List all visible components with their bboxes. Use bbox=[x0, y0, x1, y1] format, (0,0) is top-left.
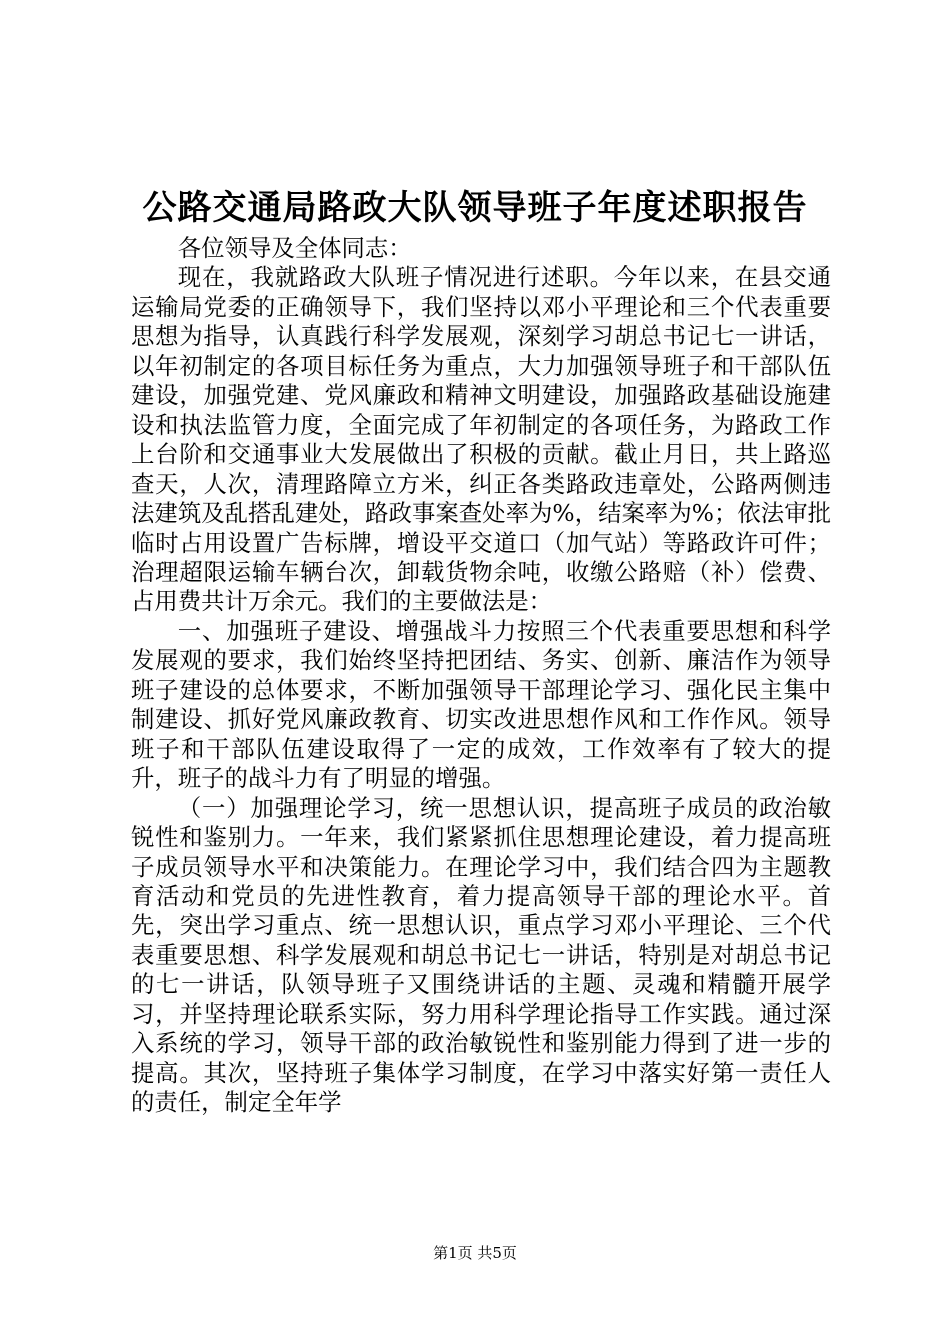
document-title: 公路交通局路政大队领导班子年度述职报告 bbox=[142, 188, 808, 228]
document-body bbox=[131, 234, 831, 1118]
page-footer: 第1页 共5页 bbox=[433, 1244, 517, 1262]
subsection-one-paragraph: （一）加强理论学习，统一思想认识，提高班子成员的政治敏锐性和鉴别力。一年来，我们紧紧抓住思想理论建设，着力提高班子成员领导水平和决策能力。在理论学习中，我们结合四为主题教育活动和党员的先进性教育，着力提高领导干部的理论水平。首先，突出学习重点、统一思想认识，重点学习邓小平理论、三个代表重要思想、科学发展观和胡总书记七一讲话，特别是对胡总书记的七一讲话，队领导班子又围绕讲话的主题、灵魂和精髓开展学习，并坚持理论联系实际，努力用科学理论指导工作实践。通过深入系统的学习，领导干部的政治敏锐性和鉴别能力得到了进一步的提高。其次，坚持班子集体学习制度，在学习中落实好第一责任人的责任，制定全年学 bbox=[131, 793, 831, 1117]
salutation-paragraph: 各位领导及全体同志： bbox=[177, 234, 412, 262]
section-one-paragraph: 一、加强班子建设、增强战斗力按照三个代表重要思想和科学发展观的要求，我们始终坚持把团结、务实、创新、廉洁作为领导班子建设的总体要求，不断加强领导干部理论学习、强化民主集中制建设、抓好党风廉政教育、切实改进思想作风和工作作风。领导班子和干部队伍建设取得了一定的成效，工作效率有了较大的提升，班子的战斗力有了明显的增强。 bbox=[131, 616, 831, 793]
intro-paragraph: 现在，我就路政大队班子情况进行述职。今年以来，在县交通运输局党委的正确领导下，我们坚持以邓小平理论和三个代表重要思想为指导，认真践行科学发展观，深刻学习胡总书记七一讲话，以年初制定的各项目标任务为重点，大力加强领导班子和干部队伍建设，加强党建、党风廉政和精神文明建设，加强路政基础设施建设和执法监管力度，全面完成了年初制定的各项任务，为路政工作上台阶和交通事业大发展做出了积极的贡献。截止月日，共上路巡查天，人次，清理路障立方米，纠正各类路政违章处，公路两侧违法建筑及乱搭乱建处，路政事案查处率为%，结案率为%；依法审批临时占用设置广告标牌，增设平交道口（加气站）等路政许可件；治理超限运输车辆台次，卸载货物余吨，收缴公路赔（补）偿费、占用费共计万余元。我们的主要做法是： bbox=[131, 263, 831, 616]
